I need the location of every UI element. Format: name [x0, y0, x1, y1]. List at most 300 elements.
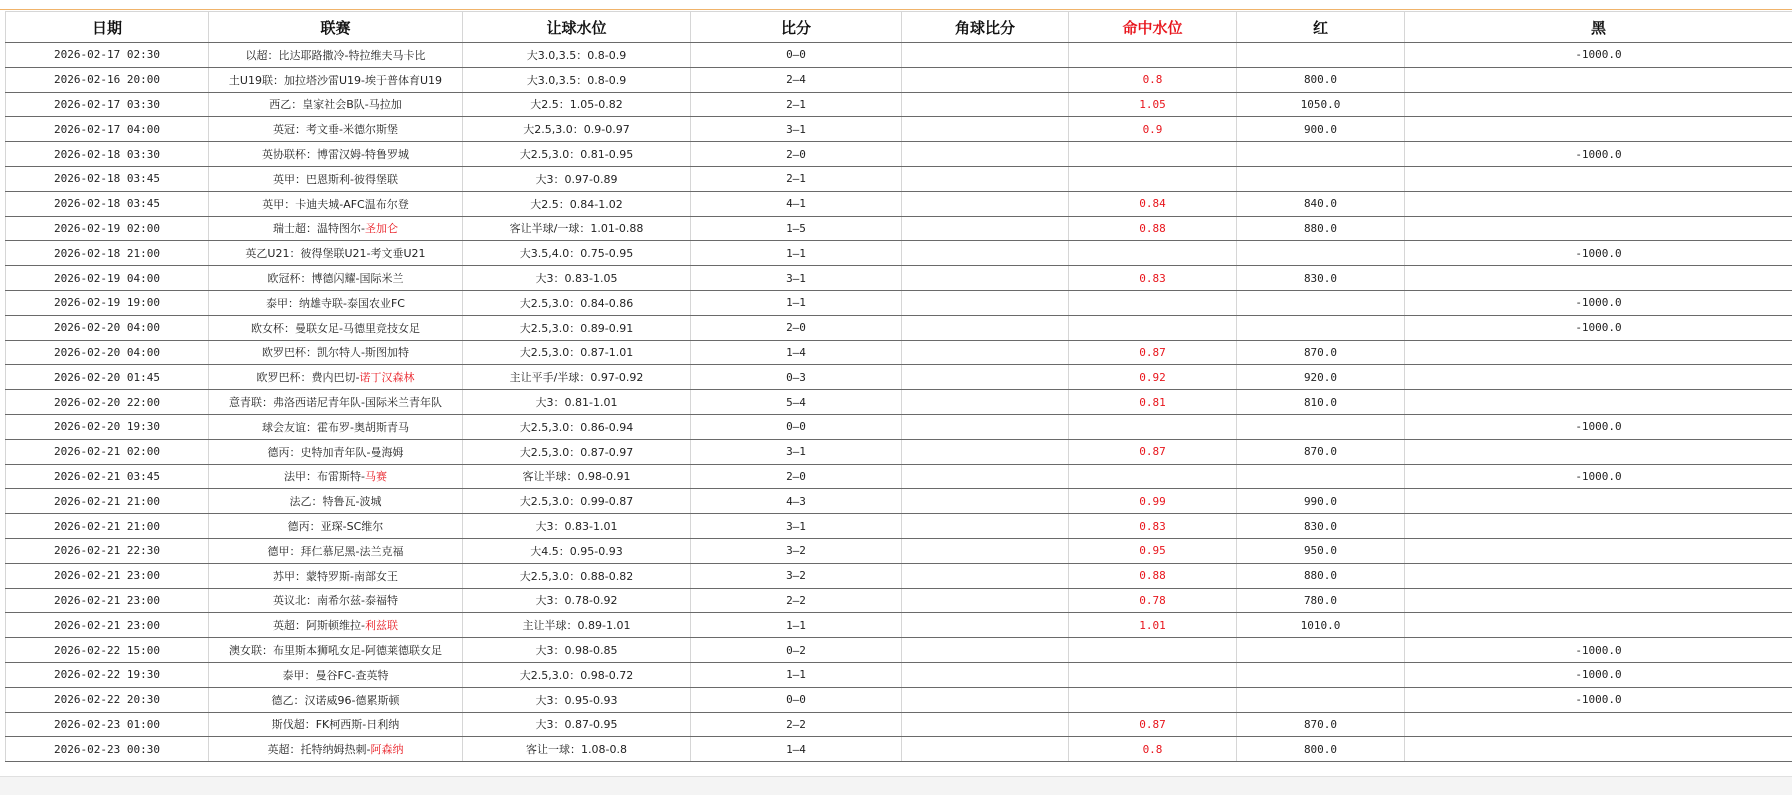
bottom-strip	[0, 776, 1792, 795]
table-row	[6, 563, 1792, 588]
table-header-row	[6, 12, 1792, 43]
cell-date: 2026-02-20 22:00	[6, 390, 209, 415]
table-row	[6, 687, 1792, 712]
cell-red: 990.0	[1237, 489, 1405, 514]
cell-red: 950.0	[1237, 538, 1405, 563]
header-league: 联赛	[209, 12, 463, 43]
match-teams: 蒙特罗斯-南部女王	[306, 570, 398, 583]
cell-black	[1405, 439, 1792, 464]
cell-date: 2026-02-21 23:00	[6, 588, 209, 613]
results-table	[5, 11, 1792, 762]
cell-black: -1000.0	[1405, 638, 1792, 663]
cell-handicap-odds: 大3：0.81-1.01	[463, 390, 691, 415]
cell-handicap-odds: 大3：0.78-0.92	[463, 588, 691, 613]
match-teams: 博德闪耀-国际米兰	[312, 272, 404, 285]
cell-red	[1237, 638, 1405, 663]
match-team-highlight: 诺丁汉森林	[359, 371, 414, 384]
cell-handicap-odds: 大3：0.95-0.93	[463, 687, 691, 712]
cell-black: -1000.0	[1405, 241, 1792, 266]
cell-date: 2026-02-19 04:00	[6, 266, 209, 291]
table-row	[6, 414, 1792, 439]
cell-handicap-odds: 大2.5,3.0：0.98-0.72	[463, 662, 691, 687]
cell-hit-odds	[1069, 43, 1237, 68]
cell-corner-score	[902, 464, 1069, 489]
cell-league	[209, 191, 463, 216]
league-name: 意青联：	[229, 396, 273, 409]
match-teams: 加拉塔沙雷U19-埃于普体育U19	[284, 74, 442, 87]
cell-date: 2026-02-18 03:30	[6, 142, 209, 167]
cell-league	[209, 638, 463, 663]
header-handicap-odds: 让球水位	[463, 12, 691, 43]
cell-handicap-odds: 大2.5,3.0：0.9-0.97	[463, 117, 691, 142]
league-name: 德乙：	[272, 694, 305, 707]
league-name: 英超：	[273, 619, 306, 632]
cell-date: 2026-02-21 02:00	[6, 439, 209, 464]
cell-black	[1405, 737, 1792, 762]
league-name: 德丙：	[268, 446, 301, 459]
cell-date: 2026-02-23 01:00	[6, 712, 209, 737]
match-teams: 阿斯顿维拉-	[306, 619, 365, 632]
league-name: 英甲：	[262, 198, 295, 211]
cell-corner-score	[902, 191, 1069, 216]
cell-handicap-odds: 大2.5,3.0：0.89-0.91	[463, 315, 691, 340]
league-name: 泰甲：	[266, 297, 299, 310]
cell-hit-odds	[1069, 414, 1237, 439]
cell-league	[209, 117, 463, 142]
cell-handicap-odds: 客让一球：1.08-0.8	[463, 737, 691, 762]
cell-handicap-odds: 大3：0.83-1.05	[463, 266, 691, 291]
cell-red	[1237, 687, 1405, 712]
cell-handicap-odds: 客让半球/一球：1.01-0.88	[463, 216, 691, 241]
cell-handicap-odds: 大2.5：0.84-1.02	[463, 191, 691, 216]
cell-league	[209, 365, 463, 390]
cell-score: 1—5	[691, 216, 902, 241]
cell-corner-score	[902, 414, 1069, 439]
cell-red	[1237, 290, 1405, 315]
match-teams: 凯尔特人-斯图加特	[317, 346, 409, 359]
cell-date: 2026-02-22 19:30	[6, 662, 209, 687]
league-name: 德甲：	[268, 545, 301, 558]
cell-corner-score	[902, 290, 1069, 315]
cell-league	[209, 464, 463, 489]
league-name: 瑞士超：	[273, 222, 317, 235]
cell-black	[1405, 390, 1792, 415]
cell-score: 2—1	[691, 92, 902, 117]
match-team-highlight: 阿森纳	[370, 743, 403, 756]
cell-red	[1237, 315, 1405, 340]
league-name: 法乙：	[290, 495, 323, 508]
cell-score: 5—4	[691, 390, 902, 415]
cell-black: -1000.0	[1405, 464, 1792, 489]
match-team-highlight: 利兹联	[365, 619, 398, 632]
cell-hit-odds: 0.99	[1069, 489, 1237, 514]
cell-black	[1405, 563, 1792, 588]
match-teams: 曼谷FC-查英特	[316, 669, 389, 682]
league-name: 英冠：	[273, 123, 306, 136]
cell-black	[1405, 191, 1792, 216]
cell-score: 1—1	[691, 290, 902, 315]
cell-league	[209, 92, 463, 117]
cell-league	[209, 241, 463, 266]
match-teams: 亚琛-SC维尔	[321, 520, 384, 533]
cell-date: 2026-02-21 21:00	[6, 514, 209, 539]
cell-red	[1237, 142, 1405, 167]
cell-corner-score	[902, 489, 1069, 514]
cell-date: 2026-02-18 03:45	[6, 166, 209, 191]
top-border	[0, 0, 1792, 10]
cell-league	[209, 414, 463, 439]
cell-red: 900.0	[1237, 117, 1405, 142]
cell-handicap-odds: 大3：0.87-0.95	[463, 712, 691, 737]
header-red: 红	[1237, 12, 1405, 43]
cell-league	[209, 67, 463, 92]
table-row	[6, 588, 1792, 613]
match-teams: 费内巴切-	[312, 371, 360, 384]
cell-corner-score	[902, 538, 1069, 563]
cell-red: 800.0	[1237, 737, 1405, 762]
cell-handicap-odds: 主让半球：0.89-1.01	[463, 613, 691, 638]
match-teams: 皇家社会B队-马拉加	[302, 98, 402, 111]
cell-score: 4—3	[691, 489, 902, 514]
cell-score: 2—0	[691, 464, 902, 489]
cell-red	[1237, 464, 1405, 489]
cell-red: 870.0	[1237, 439, 1405, 464]
table-row	[6, 662, 1792, 687]
cell-black: -1000.0	[1405, 142, 1792, 167]
match-teams: 彼得堡联U21-考文垂U21	[300, 247, 425, 260]
league-name: 英议北：	[273, 594, 317, 607]
match-teams: 纳雄寺联-泰国农业FC	[299, 297, 405, 310]
table-row	[6, 142, 1792, 167]
cell-score: 0—0	[691, 414, 902, 439]
match-teams: 布雷斯特-	[317, 470, 365, 483]
cell-handicap-odds: 大3：0.98-0.85	[463, 638, 691, 663]
cell-handicap-odds: 大3：0.83-1.01	[463, 514, 691, 539]
cell-red: 810.0	[1237, 390, 1405, 415]
cell-corner-score	[902, 737, 1069, 762]
cell-black	[1405, 340, 1792, 365]
cell-date: 2026-02-17 02:30	[6, 43, 209, 68]
league-name: 欧女杯：	[251, 322, 295, 335]
cell-date: 2026-02-20 04:00	[6, 315, 209, 340]
cell-black	[1405, 613, 1792, 638]
cell-score: 0—3	[691, 365, 902, 390]
cell-league	[209, 662, 463, 687]
table-row	[6, 365, 1792, 390]
cell-handicap-odds: 客让半球：0.98-0.91	[463, 464, 691, 489]
cell-corner-score	[902, 390, 1069, 415]
cell-black	[1405, 67, 1792, 92]
cell-red: 830.0	[1237, 266, 1405, 291]
cell-corner-score	[902, 638, 1069, 663]
league-name: 土U19联：	[229, 74, 284, 87]
cell-date: 2026-02-23 00:30	[6, 737, 209, 762]
match-teams: 温特图尔-	[317, 222, 365, 235]
table-row	[6, 340, 1792, 365]
header-black: 黑	[1405, 12, 1792, 43]
cell-score: 1—1	[691, 662, 902, 687]
table-row	[6, 737, 1792, 762]
cell-score: 1—4	[691, 340, 902, 365]
cell-handicap-odds: 大2.5,3.0：0.86-0.94	[463, 414, 691, 439]
cell-hit-odds	[1069, 142, 1237, 167]
league-name: 英乙U21：	[245, 247, 300, 260]
cell-red: 920.0	[1237, 365, 1405, 390]
cell-corner-score	[902, 142, 1069, 167]
cell-league	[209, 489, 463, 514]
cell-league	[209, 514, 463, 539]
header-hit-odds: 命中水位	[1069, 12, 1237, 43]
cell-score: 4—1	[691, 191, 902, 216]
cell-date: 2026-02-19 02:00	[6, 216, 209, 241]
league-name: 斯伐超：	[272, 718, 316, 731]
league-name: 英超：	[268, 743, 301, 756]
cell-red	[1237, 662, 1405, 687]
table-row	[6, 489, 1792, 514]
cell-league	[209, 588, 463, 613]
table-row	[6, 290, 1792, 315]
cell-hit-odds: 0.87	[1069, 439, 1237, 464]
cell-hit-odds: 1.05	[1069, 92, 1237, 117]
league-name: 英甲：	[273, 173, 306, 186]
cell-handicap-odds: 大3.0,3.5：0.8-0.9	[463, 67, 691, 92]
header-corner-score: 角球比分	[902, 12, 1069, 43]
cell-handicap-odds: 大4.5：0.95-0.93	[463, 538, 691, 563]
cell-hit-odds: 0.84	[1069, 191, 1237, 216]
cell-score: 2—0	[691, 142, 902, 167]
cell-score: 2—2	[691, 712, 902, 737]
table-row	[6, 538, 1792, 563]
cell-black	[1405, 514, 1792, 539]
cell-black	[1405, 166, 1792, 191]
cell-hit-odds	[1069, 662, 1237, 687]
cell-corner-score	[902, 266, 1069, 291]
cell-hit-odds: 0.83	[1069, 514, 1237, 539]
league-name: 西乙：	[269, 98, 302, 111]
table-row	[6, 191, 1792, 216]
table-row	[6, 439, 1792, 464]
cell-corner-score	[902, 340, 1069, 365]
cell-date: 2026-02-18 21:00	[6, 241, 209, 266]
cell-corner-score	[902, 117, 1069, 142]
match-teams: 博雷汉姆-特鲁罗城	[317, 148, 409, 161]
cell-date: 2026-02-22 20:30	[6, 687, 209, 712]
cell-red	[1237, 414, 1405, 439]
cell-black	[1405, 538, 1792, 563]
cell-score: 0—2	[691, 638, 902, 663]
cell-hit-odds: 0.88	[1069, 216, 1237, 241]
cell-red: 1050.0	[1237, 92, 1405, 117]
cell-black: -1000.0	[1405, 662, 1792, 687]
table-row	[6, 166, 1792, 191]
league-name: 球会友谊：	[262, 421, 317, 434]
cell-corner-score	[902, 514, 1069, 539]
match-teams: 南希尔兹-泰福特	[317, 594, 398, 607]
table-row	[6, 638, 1792, 663]
table-row	[6, 241, 1792, 266]
cell-black	[1405, 266, 1792, 291]
cell-score: 0—0	[691, 687, 902, 712]
table-row	[6, 216, 1792, 241]
league-name: 欧罗巴杯：	[262, 346, 317, 359]
cell-handicap-odds: 大2.5,3.0：0.87-0.97	[463, 439, 691, 464]
cell-black: -1000.0	[1405, 315, 1792, 340]
cell-black	[1405, 216, 1792, 241]
cell-date: 2026-02-16 20:00	[6, 67, 209, 92]
cell-hit-odds	[1069, 687, 1237, 712]
cell-red: 870.0	[1237, 712, 1405, 737]
cell-score: 2—2	[691, 588, 902, 613]
cell-hit-odds: 0.88	[1069, 563, 1237, 588]
match-teams: 霍布罗-奥胡斯青马	[317, 421, 409, 434]
table-row	[6, 43, 1792, 68]
table-row	[6, 315, 1792, 340]
cell-league	[209, 43, 463, 68]
cell-league	[209, 166, 463, 191]
match-teams: 弗洛西诺尼青年队-国际米兰青年队	[273, 396, 442, 409]
cell-handicap-odds: 大2.5,3.0：0.81-0.95	[463, 142, 691, 167]
cell-corner-score	[902, 712, 1069, 737]
match-teams: 考文垂-米德尔斯堡	[306, 123, 398, 136]
cell-score: 2—0	[691, 315, 902, 340]
league-name: 欧罗巴杯：	[257, 371, 312, 384]
cell-red: 780.0	[1237, 588, 1405, 613]
match-teams: 汉诺威96-德累斯顿	[305, 694, 400, 707]
cell-red	[1237, 166, 1405, 191]
cell-score: 2—1	[691, 166, 902, 191]
cell-handicap-odds: 大2.5,3.0：0.84-0.86	[463, 290, 691, 315]
cell-red: 1010.0	[1237, 613, 1405, 638]
cell-black	[1405, 588, 1792, 613]
cell-corner-score	[902, 613, 1069, 638]
cell-corner-score	[902, 315, 1069, 340]
cell-black	[1405, 92, 1792, 117]
cell-hit-odds: 1.01	[1069, 613, 1237, 638]
cell-handicap-odds: 大2.5：1.05-0.82	[463, 92, 691, 117]
cell-hit-odds	[1069, 315, 1237, 340]
cell-league	[209, 216, 463, 241]
cell-black: -1000.0	[1405, 43, 1792, 68]
league-name: 苏甲：	[273, 570, 306, 583]
cell-score: 3—1	[691, 117, 902, 142]
match-teams: 史特加青年队-曼海姆	[301, 446, 404, 459]
match-teams: FK柯西斯-日利纳	[316, 718, 400, 731]
cell-score: 2—4	[691, 67, 902, 92]
cell-league	[209, 340, 463, 365]
cell-league	[209, 390, 463, 415]
cell-handicap-odds: 大3.0,3.5：0.8-0.9	[463, 43, 691, 68]
match-teams: 布里斯本狮吼女足-阿德莱德联女足	[273, 644, 442, 657]
header-date: 日期	[6, 12, 209, 43]
cell-score: 3—1	[691, 439, 902, 464]
cell-date: 2026-02-21 23:00	[6, 563, 209, 588]
table-row	[6, 514, 1792, 539]
cell-handicap-odds: 大2.5,3.0：0.87-1.01	[463, 340, 691, 365]
cell-hit-odds: 0.87	[1069, 712, 1237, 737]
cell-league	[209, 737, 463, 762]
cell-black: -1000.0	[1405, 290, 1792, 315]
cell-league	[209, 290, 463, 315]
match-teams: 托特纳姆热刺-	[301, 743, 371, 756]
cell-red: 880.0	[1237, 563, 1405, 588]
cell-date: 2026-02-19 19:00	[6, 290, 209, 315]
cell-hit-odds: 0.8	[1069, 737, 1237, 762]
cell-score: 0—0	[691, 43, 902, 68]
cell-date: 2026-02-17 04:00	[6, 117, 209, 142]
league-name: 欧冠杯：	[268, 272, 312, 285]
cell-hit-odds: 0.92	[1069, 365, 1237, 390]
cell-score: 3—2	[691, 563, 902, 588]
cell-corner-score	[902, 588, 1069, 613]
league-name: 英协联杯：	[262, 148, 317, 161]
cell-hit-odds: 0.9	[1069, 117, 1237, 142]
cell-red: 840.0	[1237, 191, 1405, 216]
cell-red	[1237, 241, 1405, 266]
header-score: 比分	[691, 12, 902, 43]
cell-black: -1000.0	[1405, 414, 1792, 439]
cell-red: 880.0	[1237, 216, 1405, 241]
table-row	[6, 390, 1792, 415]
cell-date: 2026-02-20 04:00	[6, 340, 209, 365]
cell-league	[209, 439, 463, 464]
league-name: 以超：	[246, 49, 279, 62]
cell-hit-odds: 0.87	[1069, 340, 1237, 365]
cell-hit-odds: 0.81	[1069, 390, 1237, 415]
cell-corner-score	[902, 216, 1069, 241]
match-team-highlight: 圣加仑	[365, 222, 398, 235]
table-row	[6, 266, 1792, 291]
cell-red: 870.0	[1237, 340, 1405, 365]
cell-red: 830.0	[1237, 514, 1405, 539]
league-name: 德丙：	[288, 520, 321, 533]
match-teams: 特鲁瓦-波城	[323, 495, 382, 508]
cell-score: 1—4	[691, 737, 902, 762]
cell-score: 3—2	[691, 538, 902, 563]
cell-score: 3—1	[691, 514, 902, 539]
cell-corner-score	[902, 67, 1069, 92]
cell-league	[209, 538, 463, 563]
match-teams: 巴恩斯利-彼得堡联	[306, 173, 398, 186]
cell-handicap-odds: 大3.5,4.0：0.75-0.95	[463, 241, 691, 266]
match-teams: 卡迪夫城-AFC温布尔登	[295, 198, 409, 211]
league-name: 法甲：	[284, 470, 317, 483]
cell-handicap-odds: 主让平手/半球：0.97-0.92	[463, 365, 691, 390]
cell-league	[209, 687, 463, 712]
cell-hit-odds	[1069, 290, 1237, 315]
cell-hit-odds	[1069, 464, 1237, 489]
match-teams: 拜仁慕尼黑-法兰克福	[301, 545, 404, 558]
match-teams: 曼联女足-马德里竞技女足	[295, 322, 420, 335]
cell-corner-score	[902, 92, 1069, 117]
cell-hit-odds	[1069, 241, 1237, 266]
cell-black	[1405, 117, 1792, 142]
cell-hit-odds	[1069, 166, 1237, 191]
cell-league	[209, 142, 463, 167]
table-row	[6, 117, 1792, 142]
cell-red	[1237, 43, 1405, 68]
cell-score: 1—1	[691, 241, 902, 266]
cell-date: 2026-02-22 15:00	[6, 638, 209, 663]
table-row	[6, 464, 1792, 489]
cell-league	[209, 266, 463, 291]
match-teams: 比达耶路撒冷-特拉维夫马卡比	[279, 49, 426, 62]
cell-date: 2026-02-21 03:45	[6, 464, 209, 489]
cell-date: 2026-02-20 19:30	[6, 414, 209, 439]
cell-black	[1405, 489, 1792, 514]
table-row	[6, 92, 1792, 117]
cell-black	[1405, 365, 1792, 390]
cell-corner-score	[902, 687, 1069, 712]
